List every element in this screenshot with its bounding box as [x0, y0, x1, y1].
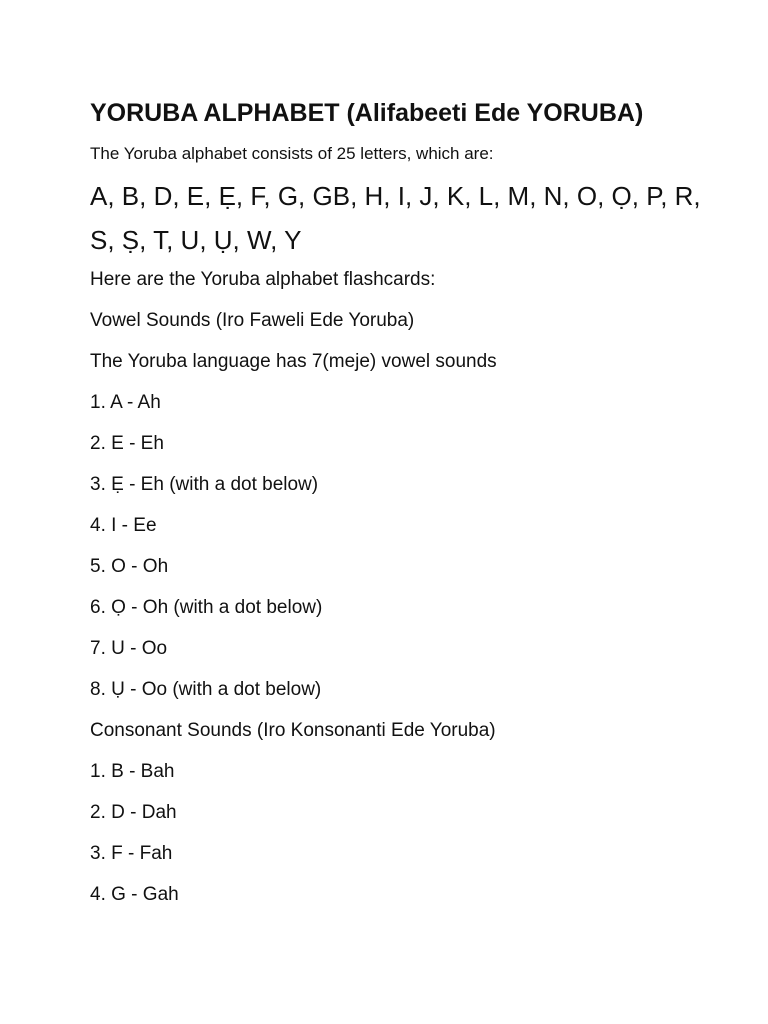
list-item: 4. I - Ee	[90, 515, 157, 536]
flashcards-intro: Here are the Yoruba alphabet flashcards:	[90, 269, 436, 290]
alphabet-letters: A, B, D, E, Ẹ, F, G, GB, H, I, J, K, L, M, N, O, Ọ, P, R, S, Ṣ, T, U, Ụ, W, Y	[90, 181, 701, 255]
list-item: 1. A - Ah	[90, 392, 161, 413]
list-item: 5. O - Oh	[90, 556, 169, 577]
vowels-heading: Vowel Sounds (Iro Faweli Ede Yoruba)	[90, 310, 415, 331]
document-title: YORUBA ALPHABET (Alifabeeti Ede YORUBA)	[90, 99, 644, 127]
list-item: 3. Ẹ - Eh (with a dot below)	[90, 474, 319, 495]
consonants-heading: Consonant Sounds (Iro Konsonanti Ede Yoruba)	[90, 720, 496, 741]
list-item: 1. B - Bah	[90, 761, 175, 782]
document-page	[90, 96, 730, 922]
list-item: 2. E - Eh	[90, 433, 164, 454]
vowel-list	[90, 389, 730, 703]
intro-text: The Yoruba alphabet consists of 25 letters, which are:	[90, 144, 494, 163]
list-item: 8. Ụ - Oo (with a dot below)	[90, 679, 322, 700]
list-item: 4. G - Gah	[90, 884, 179, 905]
list-item: 3. F - Fah	[90, 843, 173, 864]
vowels-intro: The Yoruba language has 7(meje) vowel sounds	[90, 351, 497, 372]
list-item: 7. U - Oo	[90, 638, 168, 659]
list-item: 2. D - Dah	[90, 802, 177, 823]
list-item: 6. Ọ - Oh (with a dot below)	[90, 597, 323, 618]
consonant-list	[90, 758, 730, 908]
